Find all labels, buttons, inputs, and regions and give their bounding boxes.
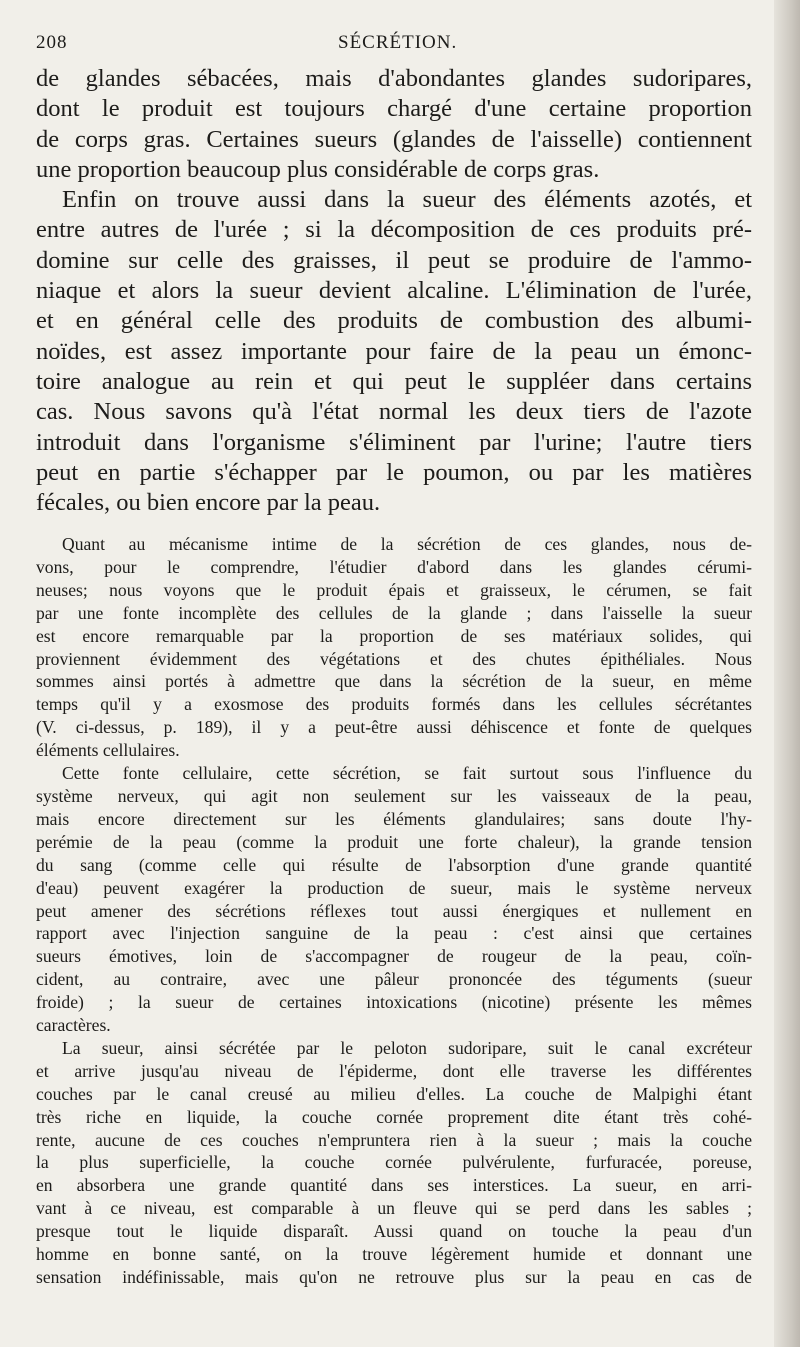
text-line: de glandes sébacées, mais d'abondantes glandes sudoripares, [36,65,752,92]
paragraph [36,64,752,185]
text-line: rapport avec l'injection sanguine de la peau : c'est ainsi que certaines [36,923,752,944]
text-line: entre autres de l'urée ; si la décomposition de ces produits pré- [36,216,752,244]
page-header [36,32,750,60]
text-line: toire analogue au rein et qui peut le suppléer dans certains [36,367,752,395]
text-line: peut en partie s'échapper par le poumon, ou par les matières [36,458,752,486]
text-line: perémie de la peau (comme la produit une forte chaleur), la grande tension [36,831,752,852]
text-line: couches par le canal creusé au milieu d'elles. La couche de Malpighi étant [36,1083,752,1104]
page-edge-shadow [774,0,800,1347]
text-line: neuses; nous voyons que le produit épais et graisseux, le cérumen, se fait [36,579,752,600]
text-line: d'eau) peuvent exagérer la production de sueur, mais le système nerveux [36,877,752,898]
text-line: par une fonte incomplète des cellules de la glande ; dans l'aisselle la sueur [36,602,752,623]
text-line: presque tout le liquide disparaît. Aussi quand on touche la peau d'un [36,1221,752,1242]
text-line: vant à ce niveau, est comparable à un fleuve qui se perd dans les sables ; [36,1198,752,1219]
text-line: et en général celle des produits de combustion des albumi- [36,307,752,335]
paragraph [36,185,752,518]
text-line: mais encore directement sur les éléments glandulaires; sans doute l'hy- [36,808,752,829]
text-line: système nerveux, qui agit non seulement sur les vaisseaux de la peau, [36,785,752,806]
text-line: très riche en liquide, la couche cornée proprement dite étant très cohé- [36,1106,752,1127]
small-type-section [36,533,752,1289]
text-line: sensation indéfinissable, mais qu'on ne retrouve plus sur la peau en cas de [36,1267,752,1287]
text-line: La sueur, ainsi sécrétée par le peloton sudoripare, suit le canal excréteur [62,1037,752,1058]
text-line: temps qu'il y a exosmose des produits formés dans les cellules sécrétantes [36,694,752,715]
paragraph [36,762,752,1037]
text-line: domine sur celle des graisses, il peut se produire de l'ammo- [36,246,752,274]
large-type-section [36,64,752,518]
text-line: cas. Nous savons qu'à l'état normal les deux tiers de l'azote [36,398,752,426]
text-line: de corps gras. Certaines sueurs (glandes de l'aisselle) contiennent [36,125,752,153]
text-line: homme en bonne santé, on la trouve légèrement humide et donnant une [36,1244,752,1265]
text-line: Enfin on trouve aussi dans la sueur des éléments azotés, et [62,186,752,214]
text-line: la plus superficielle, la couche cornée pulvérulente, furfuracée, poreuse, [36,1152,752,1173]
paragraph [36,533,752,762]
text-line: dont le produit est toujours chargé d'une certaine proportion [36,95,752,123]
paragraph [36,1037,752,1289]
text-line: proviennent évidemment des végétations et des chutes épithéliales. Nous [36,648,752,669]
text-line: du sang (comme celle qui résulte de l'absorption d'une grande quantité [36,854,752,875]
text-line: noïdes, est assez importante pour faire de la peau un émonc- [36,337,752,365]
text-line: introduit dans l'organisme s'éliminent par l'urine; l'autre tiers [36,428,752,456]
text-line: sommes ainsi portés à admettre que dans la sécrétion de la sueur, en même [36,671,752,692]
text-line: sueurs émotives, loin de s'accompagner de rougeur de la peau, coïn- [36,946,752,967]
text-line: niaque et alors la sueur devient alcaline. L'élimination de l'urée, [36,277,752,305]
text-line: et arrive jusqu'au niveau de l'épiderme, dont elle traverse les différentes [36,1060,752,1081]
text-line: une proportion beaucoup plus considérable de corps gras. [36,155,600,183]
text-line: froide) ; la sueur de certaines intoxications (nicotine) présente les mêmes [36,992,752,1013]
text-line: est encore remarquable par la proportion de ses matériaux solides, qui [36,625,752,646]
text-line: peut amener des sécrétions réflexes tout aussi énergiques et nullement en [36,900,752,921]
text-line: Cette fonte cellulaire, cette sécrétion, se fait surtout sous l'influence du [62,763,752,784]
text-line: caractères. [36,1015,111,1036]
text-line: Quant au mécanisme intime de la sécrétion de ces glandes, nous de- [62,534,752,554]
text-line: fécales, ou bien encore par la peau. [36,489,381,517]
text-line: vons, pour le comprendre, l'étudier d'abord dans les glandes cérumi- [36,556,752,577]
text-line: éléments cellulaires. [36,740,180,761]
text-line: rente, aucune de ces couches n'empruntera rien à la sueur ; mais la couche [36,1129,752,1150]
text-line: cident, au contraire, avec une pâleur prononcée des téguments (sueur [36,969,752,990]
text-line: (V. ci-dessus, p. 189), il y a peut-être aussi déhiscence et fonte de quelques [36,717,752,738]
page-number: 208 [36,32,68,53]
text-line: en absorbera une grande quantité dans ses interstices. La sueur, en arri- [36,1175,752,1196]
running-head: SÉCRÉTION. [338,32,458,53]
